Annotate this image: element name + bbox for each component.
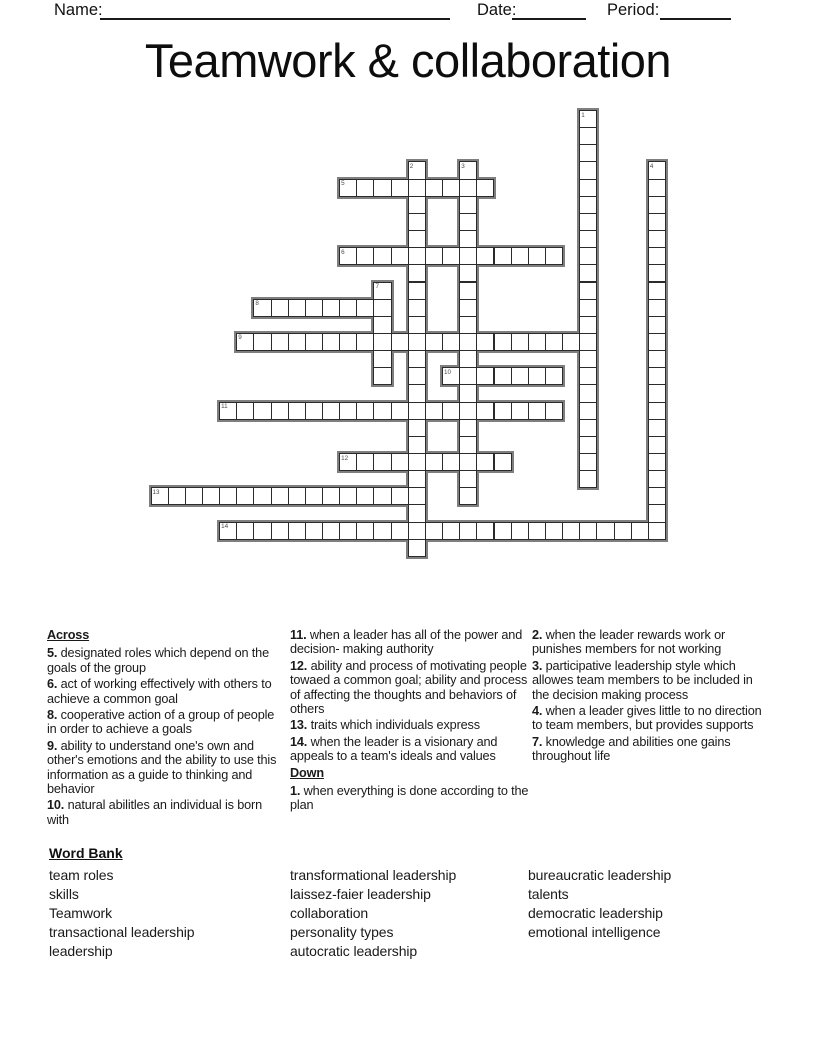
clue-number-label: 13.	[290, 718, 308, 733]
crossword-cell[interactable]	[459, 487, 477, 505]
crossword-cell[interactable]	[322, 487, 340, 505]
crossword-cell[interactable]	[339, 247, 357, 265]
crossword-cell[interactable]	[202, 487, 220, 505]
crossword-cell[interactable]	[288, 522, 306, 540]
crossword-cell[interactable]	[459, 282, 477, 300]
clue-number-label: 10.	[47, 798, 65, 813]
crossword-cell[interactable]	[168, 487, 186, 505]
crossword-cell[interactable]	[305, 487, 323, 505]
date-label: Date:	[477, 1, 517, 19]
crossword-cell[interactable]	[528, 333, 546, 351]
crossword-cell[interactable]	[425, 247, 443, 265]
clue-2: 2. when the leader rewards work or punishes members for not working	[532, 628, 726, 657]
clue-number-8: 8	[255, 300, 259, 308]
crossword-cell[interactable]	[459, 350, 477, 368]
clue-12: 12. ability and process of motivating people towaed a common goal; ability and process of affecting the thoughts and behaviors of others	[290, 658, 528, 717]
crossword-cell[interactable]	[408, 350, 426, 368]
crossword-cell[interactable]	[648, 161, 666, 179]
crossword-cell[interactable]	[476, 333, 494, 351]
clue-1: 1. when everything is done according to the plan	[290, 784, 529, 813]
crossword-cell[interactable]	[459, 333, 477, 351]
crossword-cell[interactable]	[459, 179, 477, 197]
crossword-cell[interactable]	[373, 487, 391, 505]
crossword-cell[interactable]	[339, 522, 357, 540]
crossword-cell[interactable]	[288, 402, 306, 420]
crossword-cell[interactable]	[511, 367, 529, 385]
crossword-cell[interactable]	[648, 436, 666, 454]
crossword-cell[interactable]	[288, 333, 306, 351]
word-bank-item: personality types	[290, 924, 394, 940]
word-bank-item: transactional leadership	[49, 924, 195, 940]
crossword-cell[interactable]	[219, 402, 237, 420]
crossword-cell[interactable]	[648, 333, 666, 351]
crossword-cell[interactable]	[408, 179, 426, 197]
crossword-cell[interactable]	[408, 333, 426, 351]
crossword-cell[interactable]	[271, 487, 289, 505]
clue-number-label: 9.	[47, 738, 58, 753]
crossword-cell[interactable]	[322, 522, 340, 540]
crossword-cell[interactable]	[219, 487, 237, 505]
crossword-cell[interactable]	[459, 161, 477, 179]
crossword-cell[interactable]	[579, 110, 597, 128]
word-bank-item: team roles	[49, 867, 114, 883]
crossword-cell[interactable]	[494, 367, 512, 385]
crossword-cell[interactable]	[648, 316, 666, 334]
crossword-cell[interactable]	[356, 487, 374, 505]
crossword-cell[interactable]	[305, 299, 323, 317]
crossword-cell[interactable]	[648, 487, 666, 505]
crossword-cell[interactable]	[339, 179, 357, 197]
clue-number-3: 3	[461, 162, 465, 170]
crossword-cell[interactable]	[391, 247, 409, 265]
clue-number-label: 11.	[290, 628, 307, 642]
clue-number-label: 7.	[532, 734, 543, 749]
crossword-cell[interactable]	[288, 487, 306, 505]
crossword-cell[interactable]	[373, 179, 391, 197]
clue-number-7: 7	[375, 283, 379, 290]
crossword-cell[interactable]	[408, 264, 426, 282]
clue-number-13: 13	[152, 488, 160, 496]
crossword-cell[interactable]	[545, 367, 563, 385]
crossword-cell[interactable]	[579, 453, 597, 471]
crossword-cell[interactable]	[579, 196, 597, 214]
crossword-cell[interactable]	[511, 402, 529, 420]
crossword-cell[interactable]	[648, 350, 666, 368]
crossword-cell[interactable]	[253, 299, 271, 317]
clue-3: 3. participative leadership style which allowes team members to be included in the decision making process	[532, 658, 753, 702]
crossword-cell[interactable]	[648, 299, 666, 317]
crossword-cell[interactable]	[614, 522, 632, 540]
crossword-cell[interactable]	[459, 316, 477, 334]
word-bank-item: leadership	[49, 943, 113, 959]
crossword-cell[interactable]	[356, 247, 374, 265]
crossword-cell[interactable]	[459, 470, 477, 488]
crossword-cell[interactable]	[408, 470, 426, 488]
crossword-cell[interactable]	[648, 264, 666, 282]
crossword-cell[interactable]	[391, 522, 409, 540]
crossword-cell[interactable]	[494, 453, 512, 471]
clue-number-4: 4	[649, 162, 654, 170]
crossword-cell[interactable]	[356, 453, 374, 471]
clue-number-12: 12	[341, 454, 349, 462]
crossword-cell[interactable]	[236, 487, 254, 505]
crossword-cell[interactable]	[373, 247, 391, 265]
word-bank-heading: Word Bank	[49, 845, 123, 861]
crossword-cell[interactable]	[373, 333, 391, 351]
crossword-cell[interactable]	[373, 282, 391, 300]
crossword-cell[interactable]	[236, 402, 254, 420]
crossword-cell[interactable]	[545, 402, 563, 420]
crossword-cell[interactable]	[528, 367, 546, 385]
word-bank-item: collaboration	[290, 905, 369, 921]
clue-number-label: 4.	[532, 704, 543, 719]
crossword-cell[interactable]	[476, 367, 494, 385]
word-bank-item: emotional intelligence	[528, 924, 661, 940]
crossword-cell[interactable]	[648, 247, 666, 265]
crossword-cell[interactable]	[648, 282, 666, 300]
crossword-cell[interactable]	[236, 522, 254, 540]
crossword-cell[interactable]	[271, 299, 289, 317]
crossword-cell[interactable]	[648, 213, 666, 231]
crossword-cell[interactable]	[253, 333, 271, 351]
crossword-cell[interactable]	[528, 402, 546, 420]
crossword-cell[interactable]	[579, 333, 597, 351]
clue-number-9: 9	[238, 334, 242, 342]
crossword-cell[interactable]	[271, 522, 289, 540]
crossword-cell[interactable]	[425, 402, 443, 420]
word-bank-item: laissez-faier leadership	[290, 886, 431, 902]
crossword-cell[interactable]	[579, 470, 597, 488]
crossword-cell[interactable]	[459, 419, 477, 437]
clue-4: 4. when a leader gives little to no direction to team members, but provides supports	[532, 704, 762, 733]
crossword-cell[interactable]	[356, 402, 374, 420]
crossword-cell[interactable]	[648, 402, 666, 420]
crossword-cell[interactable]	[579, 299, 597, 317]
clues-column-3	[532, 628, 766, 766]
crossword-cell[interactable]	[459, 264, 477, 282]
crossword-cell[interactable]	[528, 522, 546, 540]
crossword-cell[interactable]	[648, 470, 666, 488]
clue-number-label: 12.	[290, 658, 308, 673]
crossword-cell[interactable]	[459, 436, 477, 454]
crossword-cell[interactable]	[253, 487, 271, 505]
crossword-cell[interactable]	[356, 333, 374, 351]
crossword-cell[interactable]	[459, 247, 477, 265]
crossword-cell[interactable]	[648, 504, 666, 522]
crossword-cell[interactable]	[442, 522, 460, 540]
crossword-cell[interactable]	[596, 522, 614, 540]
crossword-cell[interactable]	[236, 333, 254, 351]
crossword-cell[interactable]	[219, 522, 237, 540]
crossword-cell[interactable]	[185, 487, 203, 505]
clues-column-2	[290, 628, 532, 815]
crossword-cell[interactable]	[579, 402, 597, 420]
crossword-cell[interactable]	[648, 367, 666, 385]
crossword-cell[interactable]	[476, 402, 494, 420]
crossword-cell[interactable]	[579, 522, 597, 540]
word-bank-column-3	[528, 866, 671, 942]
crossword-cell[interactable]	[322, 299, 340, 317]
word-bank-item: Teamwork	[49, 905, 112, 921]
word-bank-section	[49, 845, 816, 965]
crossword-cell[interactable]	[356, 179, 374, 197]
crossword-cell[interactable]	[494, 333, 512, 351]
crossword-cell[interactable]	[442, 333, 460, 351]
crossword-cell[interactable]	[476, 247, 494, 265]
clue-number-5: 5	[341, 180, 345, 188]
crossword-cell[interactable]	[305, 522, 323, 540]
crossword-cell[interactable]	[579, 350, 597, 368]
crossword-cell[interactable]	[579, 384, 597, 402]
clue-number-14: 14	[221, 523, 229, 531]
crossword-cell[interactable]	[459, 522, 477, 540]
crossword-cell[interactable]	[408, 522, 426, 540]
crossword-cell[interactable]	[648, 384, 666, 402]
name-label: Name:	[54, 1, 103, 19]
crossword-cell[interactable]	[391, 333, 409, 351]
crossword-cell[interactable]	[253, 522, 271, 540]
crossword-cell[interactable]	[305, 402, 323, 420]
period-label: Period:	[607, 1, 660, 19]
crossword-cell[interactable]	[408, 487, 426, 505]
clue-14: 14. when the leader is a visionary and appeals to a team's ideals and values	[290, 734, 498, 764]
crossword-cell[interactable]	[253, 402, 271, 420]
crossword-cell[interactable]	[425, 333, 443, 351]
crossword-cell[interactable]	[631, 522, 649, 540]
crossword-cell[interactable]	[545, 333, 563, 351]
crossword-cell[interactable]	[339, 333, 357, 351]
clue-number-10: 10	[444, 368, 452, 376]
crossword-cell[interactable]	[271, 402, 289, 420]
crossword-cell[interactable]	[408, 299, 426, 317]
crossword-cell[interactable]	[391, 179, 409, 197]
crossword-cell[interactable]	[459, 213, 477, 231]
crossword-cell[interactable]	[271, 333, 289, 351]
crossword-cell[interactable]	[648, 522, 666, 540]
crossword-cell[interactable]	[579, 230, 597, 248]
crossword-cell[interactable]	[425, 453, 443, 471]
crossword-cell[interactable]	[579, 144, 597, 162]
clue-5: 5. designated roles which depend on the goals of the group	[47, 646, 269, 675]
crossword-cell[interactable]	[408, 367, 426, 385]
crossword-cell[interactable]	[442, 402, 460, 420]
clue-10: 10. natural abilitles an individual is born with	[47, 798, 263, 827]
crossword-cell[interactable]	[322, 333, 340, 351]
word-bank-item: skills	[49, 886, 79, 902]
down-heading: Down	[290, 765, 324, 780]
clue-9: 9. ability to understand one's own and other's emotions and the ability to use this information as a guide to thinking and behavior	[47, 738, 277, 797]
crossword-cell[interactable]	[459, 367, 477, 385]
crossword-cell[interactable]	[511, 247, 529, 265]
crossword-cell[interactable]	[322, 402, 340, 420]
crossword-cell[interactable]	[459, 453, 477, 471]
crossword-cell[interactable]	[494, 247, 512, 265]
word-bank-item: transformational leadership	[290, 867, 457, 883]
word-bank-item: bureaucratic leadership	[528, 867, 672, 883]
crossword-cell[interactable]	[476, 179, 494, 197]
clue-number-label: 2.	[532, 628, 543, 642]
word-bank-item: talents	[528, 886, 569, 902]
crossword-cell[interactable]	[494, 522, 512, 540]
crossword-cell[interactable]	[356, 299, 374, 317]
crossword-cell[interactable]	[579, 264, 597, 282]
crossword-cell[interactable]	[579, 316, 597, 334]
crossword-cell[interactable]	[373, 453, 391, 471]
clue-number-1: 1	[581, 111, 585, 119]
crossword-cell[interactable]	[562, 522, 580, 540]
crossword-cell[interactable]	[356, 522, 374, 540]
crossword-cell[interactable]	[288, 299, 306, 317]
crossword-cell[interactable]	[476, 522, 494, 540]
crossword-cell[interactable]	[476, 453, 494, 471]
crossword-cell[interactable]	[579, 179, 597, 197]
word-bank-item: autocratic leadership	[290, 943, 418, 959]
crossword-cell[interactable]	[545, 247, 563, 265]
crossword-cell[interactable]	[648, 230, 666, 248]
crossword-cell[interactable]	[442, 247, 460, 265]
crossword-cell[interactable]	[648, 453, 666, 471]
crossword-cell[interactable]	[511, 333, 529, 351]
clue-13: 13. traits which individuals express	[290, 718, 480, 733]
word-bank-item: democratic leadership	[528, 905, 663, 921]
crossword-cell[interactable]	[151, 487, 169, 505]
crossword-cell[interactable]	[425, 179, 443, 197]
crossword-cell[interactable]	[648, 179, 666, 197]
crossword-cell[interactable]	[579, 213, 597, 231]
crossword-cell[interactable]	[425, 522, 443, 540]
crossword-cell[interactable]	[391, 453, 409, 471]
crossword-cell[interactable]	[391, 402, 409, 420]
crossword-cell[interactable]	[408, 230, 426, 248]
crossword-cell[interactable]	[511, 522, 529, 540]
crossword-cell[interactable]	[648, 419, 666, 437]
crossword-cell[interactable]	[442, 453, 460, 471]
crossword-cell[interactable]	[408, 247, 426, 265]
word-bank-column-1	[49, 866, 194, 961]
crossword-cell[interactable]	[408, 161, 426, 179]
clue-number-6: 6	[341, 248, 345, 256]
crossword-cell[interactable]	[373, 299, 391, 317]
word-bank-column-2	[290, 866, 456, 961]
clue-number-label: 6.	[47, 677, 58, 692]
crossword-cell[interactable]	[579, 282, 597, 300]
clue-number-2: 2	[409, 162, 414, 170]
crossword-cell[interactable]	[373, 350, 391, 368]
crossword-cell[interactable]	[579, 161, 597, 179]
crossword-cell[interactable]	[408, 213, 426, 231]
crossword-cell[interactable]	[562, 333, 580, 351]
clues-column-1	[47, 628, 285, 829]
crossword-cell[interactable]	[459, 402, 477, 420]
clue-11: 11. when a leader has all of the power and decision- making authority	[290, 628, 523, 657]
crossword-cell[interactable]	[408, 539, 426, 557]
crossword-cell[interactable]	[408, 196, 426, 214]
clue-number-label: 14.	[290, 734, 308, 749]
crossword-cell[interactable]	[408, 453, 426, 471]
crossword-cell[interactable]	[545, 522, 563, 540]
crossword-cell[interactable]	[579, 247, 597, 265]
crossword-cell[interactable]	[648, 196, 666, 214]
clue-number-label: 5.	[47, 646, 58, 661]
crossword-cell[interactable]	[339, 453, 357, 471]
crossword-cell[interactable]	[442, 367, 460, 385]
across-heading: Across	[47, 628, 90, 642]
crossword-cell[interactable]	[408, 384, 426, 402]
crossword-cell[interactable]	[391, 487, 409, 505]
clue-number-11: 11	[221, 403, 228, 411]
page-title: Teamwork & collaboration	[144, 34, 672, 87]
crossword-cell[interactable]	[459, 230, 477, 248]
crossword-cell[interactable]	[408, 436, 426, 454]
crossword-cell[interactable]	[408, 504, 426, 522]
crossword-cell[interactable]	[373, 316, 391, 334]
clue-number-label: 3.	[532, 658, 543, 673]
clue-8: 8. cooperative action of a group of people in order to achieve a goals	[47, 708, 275, 737]
clue-number-label: 1.	[290, 784, 301, 799]
crossword-cell[interactable]	[339, 402, 357, 420]
crossword-cell[interactable]	[408, 316, 426, 334]
crossword-cell[interactable]	[459, 196, 477, 214]
crossword-cell[interactable]	[339, 299, 357, 317]
crossword-cell[interactable]	[373, 367, 391, 385]
clue-6: 6. act of working effectively with others to achieve a common goal	[47, 677, 272, 706]
crossword-cell[interactable]	[373, 522, 391, 540]
crossword-cell[interactable]	[494, 402, 512, 420]
crossword-cell[interactable]	[579, 436, 597, 454]
crossword-cell[interactable]	[579, 127, 597, 145]
crossword-cell[interactable]	[408, 419, 426, 437]
clue-number-label: 8.	[47, 708, 58, 723]
crossword-cell[interactable]	[408, 402, 426, 420]
crossword-cell[interactable]	[459, 299, 477, 317]
crossword-cell[interactable]	[373, 402, 391, 420]
crossword-cell[interactable]	[528, 247, 546, 265]
crossword-cell[interactable]	[459, 384, 477, 402]
crossword-cell[interactable]	[579, 367, 597, 385]
clue-7: 7. knowledge and abilities one gains throughout life	[532, 734, 731, 764]
crossword-cell[interactable]	[305, 333, 323, 351]
crossword-cell[interactable]	[442, 179, 460, 197]
crossword-cell[interactable]	[339, 487, 357, 505]
crossword-cell[interactable]	[579, 419, 597, 437]
crossword-cell[interactable]	[408, 282, 426, 300]
